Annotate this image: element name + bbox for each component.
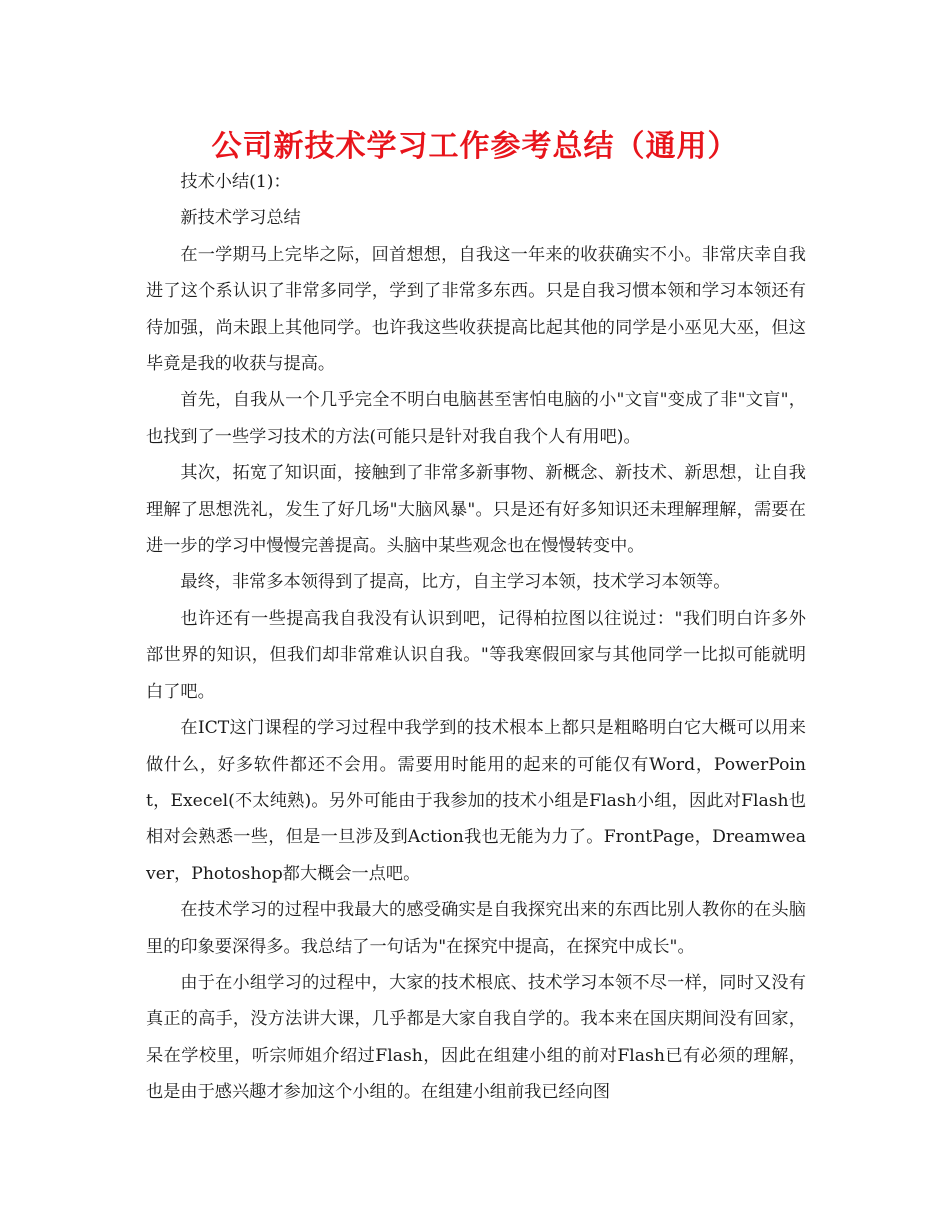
paragraph-subtitle: 新技术学习总结 <box>180 208 301 229</box>
document-title: 公司新技术学习工作参考总结（通用） <box>211 129 739 164</box>
paragraph: 最终，非常多本领得到了提高，比方，自主学习本领，技术学习本领等。 <box>180 572 731 593</box>
document-body <box>146 164 806 1111</box>
paragraph: 在ICT这门课程的学习过程中我学到的技术根本上都只是粗略明白它大概可以用来做什么，好多软件都还不会用。需要用时能用的起来的可能仅有Word，PowerPoint，Execel(不太纯熟)。另外可能由于我参加的技术小组是Flash小组，因此对Flash也相对会熟悉一些，但是一旦涉及到Action我也无能为力了。FrontPage，Dreamweaver，Photoshop都大概会一点吧。 <box>146 718 806 884</box>
paragraph: 由于在小组学习的过程中，大家的技术根底、技术学习本领不尽一样，同时又没有真正的高手，没方法讲大课，几乎都是大家自我自学的。我本来在国庆期间没有回家，呆在学校里，听宗师姐介绍过Flash，因此在组建小组的前对Flash已有必须的理解，也是由于感兴趣才参加这个小组的。在组建小组前我已经向图 <box>146 972 806 1103</box>
paragraph: 也许还有一些提高我自我没有认识到吧，记得柏拉图以往说过："我们明白许多外部世界的知识，但我们却非常难认识自我。"等我寒假回家与其他同学一比拟可能就明白了吧。 <box>146 608 806 702</box>
paragraph: 其次，拓宽了知识面，接触到了非常多新事物、新概念、新技术、新思想，让自我理解了思想洗礼，发生了好几场"大脑风暴"。只是还有好多知识还未理解理解，需要在进一步的学习中慢慢完善提高。头脑中某些观念也在慢慢转变中。 <box>146 463 806 557</box>
paragraph-section-label: 技术小结(1)： <box>180 172 291 192</box>
paragraph: 在一学期马上完毕之际，回首想想，自我这一年来的收获确实不小。非常庆幸自我进了这个系认识了非常多同学，学到了非常多东西。只是自我习惯本领和学习本领还有待加强，尚未跟上其他同学。也许我这些收获提高比起其他的同学是小巫见大巫，但这毕竟是我的收获与提高。 <box>146 244 806 375</box>
paragraph: 在技术学习的过程中我最大的感受确实是自我探究出来的东西比别人教你的在头脑里的印象要深得多。我总结了一句话为"在探究中提高，在探究中成长"。 <box>146 900 806 957</box>
paragraph: 首先，自我从一个几乎完全不明白电脑甚至害怕电脑的小"文盲"变成了非"文盲"，也找到了一些学习技术的方法(可能只是针对我自我个人有用吧)。 <box>146 390 806 447</box>
